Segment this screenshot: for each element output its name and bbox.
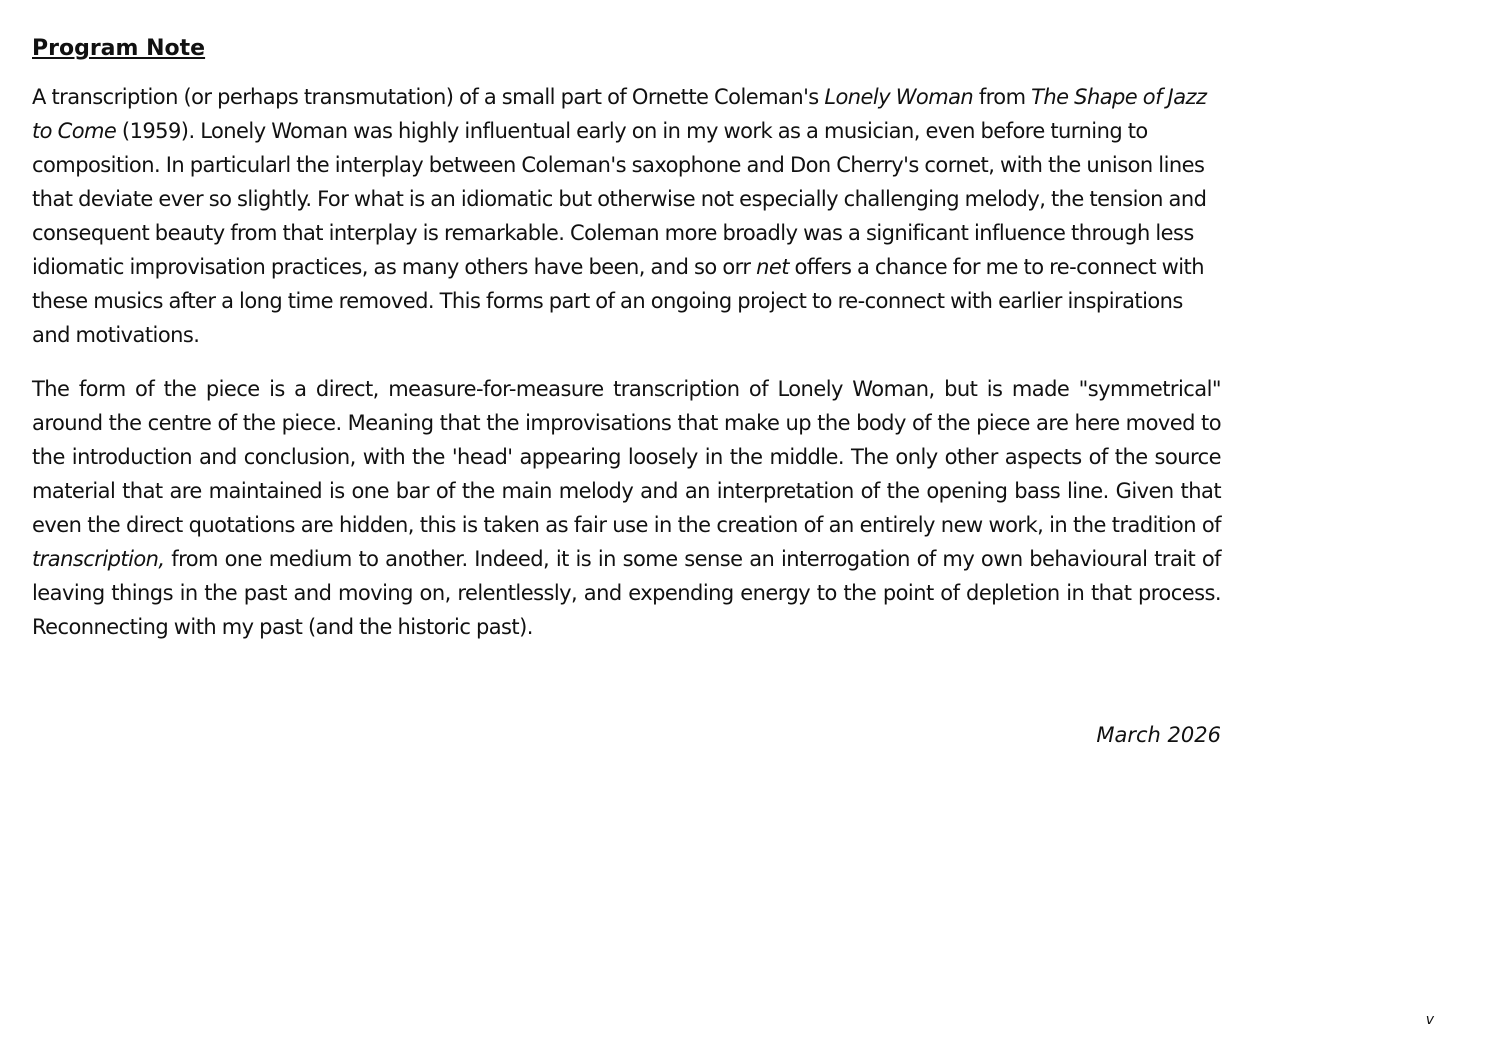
document-page bbox=[32, 32, 1221, 752]
paragraph-text: from bbox=[973, 85, 1032, 109]
paragraph-text: The form of the piece is a direct, measure-for-measure transcription of Lonely Woman, but is made "symmetrical" around the centre of the piece. Meaning that the improvisations that make up the body of the piece are here moved to the introduction and conclusion, with the 'head' appearing loosely in the middle. The only other aspects of the source material that are maintained is one bar of the main melody and an interpretation of the opening bass line. Given that even the direct quotations are hidden, this is taken as fair use in the creation of an entirely new work, in the tradition of bbox=[32, 377, 1221, 537]
paragraph-form bbox=[32, 372, 1221, 644]
italic-word-net: net bbox=[756, 255, 789, 279]
paragraph-text: (1959). Lonely Woman was highly influentual early on in my work as a musician, even before turning to composition. In particularl the interplay between Coleman's saxophone and Don Cherry's cornet, with the unison lines that deviate ever so slightly. For what is an idiomatic but otherwise not especially challenging melody, the tension and consequent beauty from that interplay is remarkable. Coleman more broadly was a significant influence through less idiomatic improvisation practices, as many others have been, and so orr bbox=[32, 119, 1207, 279]
paragraph-text: A transcription (or perhaps transmutation) of a small part of Ornette Coleman's bbox=[32, 85, 825, 109]
italic-title-album: The Shape of Jazz to Come bbox=[32, 85, 1207, 143]
page-number: v bbox=[1425, 1012, 1434, 1028]
italic-word-transcription: transcription, bbox=[32, 547, 165, 571]
page-title: Program Note bbox=[32, 36, 206, 61]
paragraph-text: offers a chance for me to re-connect with these musics after a long time removed. This forms part of an ongoing project to re-connect with earlier inspirations and motivations. bbox=[32, 255, 1204, 347]
paragraph-intro bbox=[32, 80, 1221, 352]
paragraph-text: from one medium to another. Indeed, it is in some sense an interrogation of my own behavioural trait of leaving things in the past and moving on, relentlessly, and expending energy to the point of depletion in that process. Reconnecting with my past (and the historic past). bbox=[32, 547, 1221, 639]
italic-title-lonely-woman: Lonely Woman bbox=[824, 85, 974, 109]
date-line: March 2026 bbox=[1096, 723, 1221, 747]
